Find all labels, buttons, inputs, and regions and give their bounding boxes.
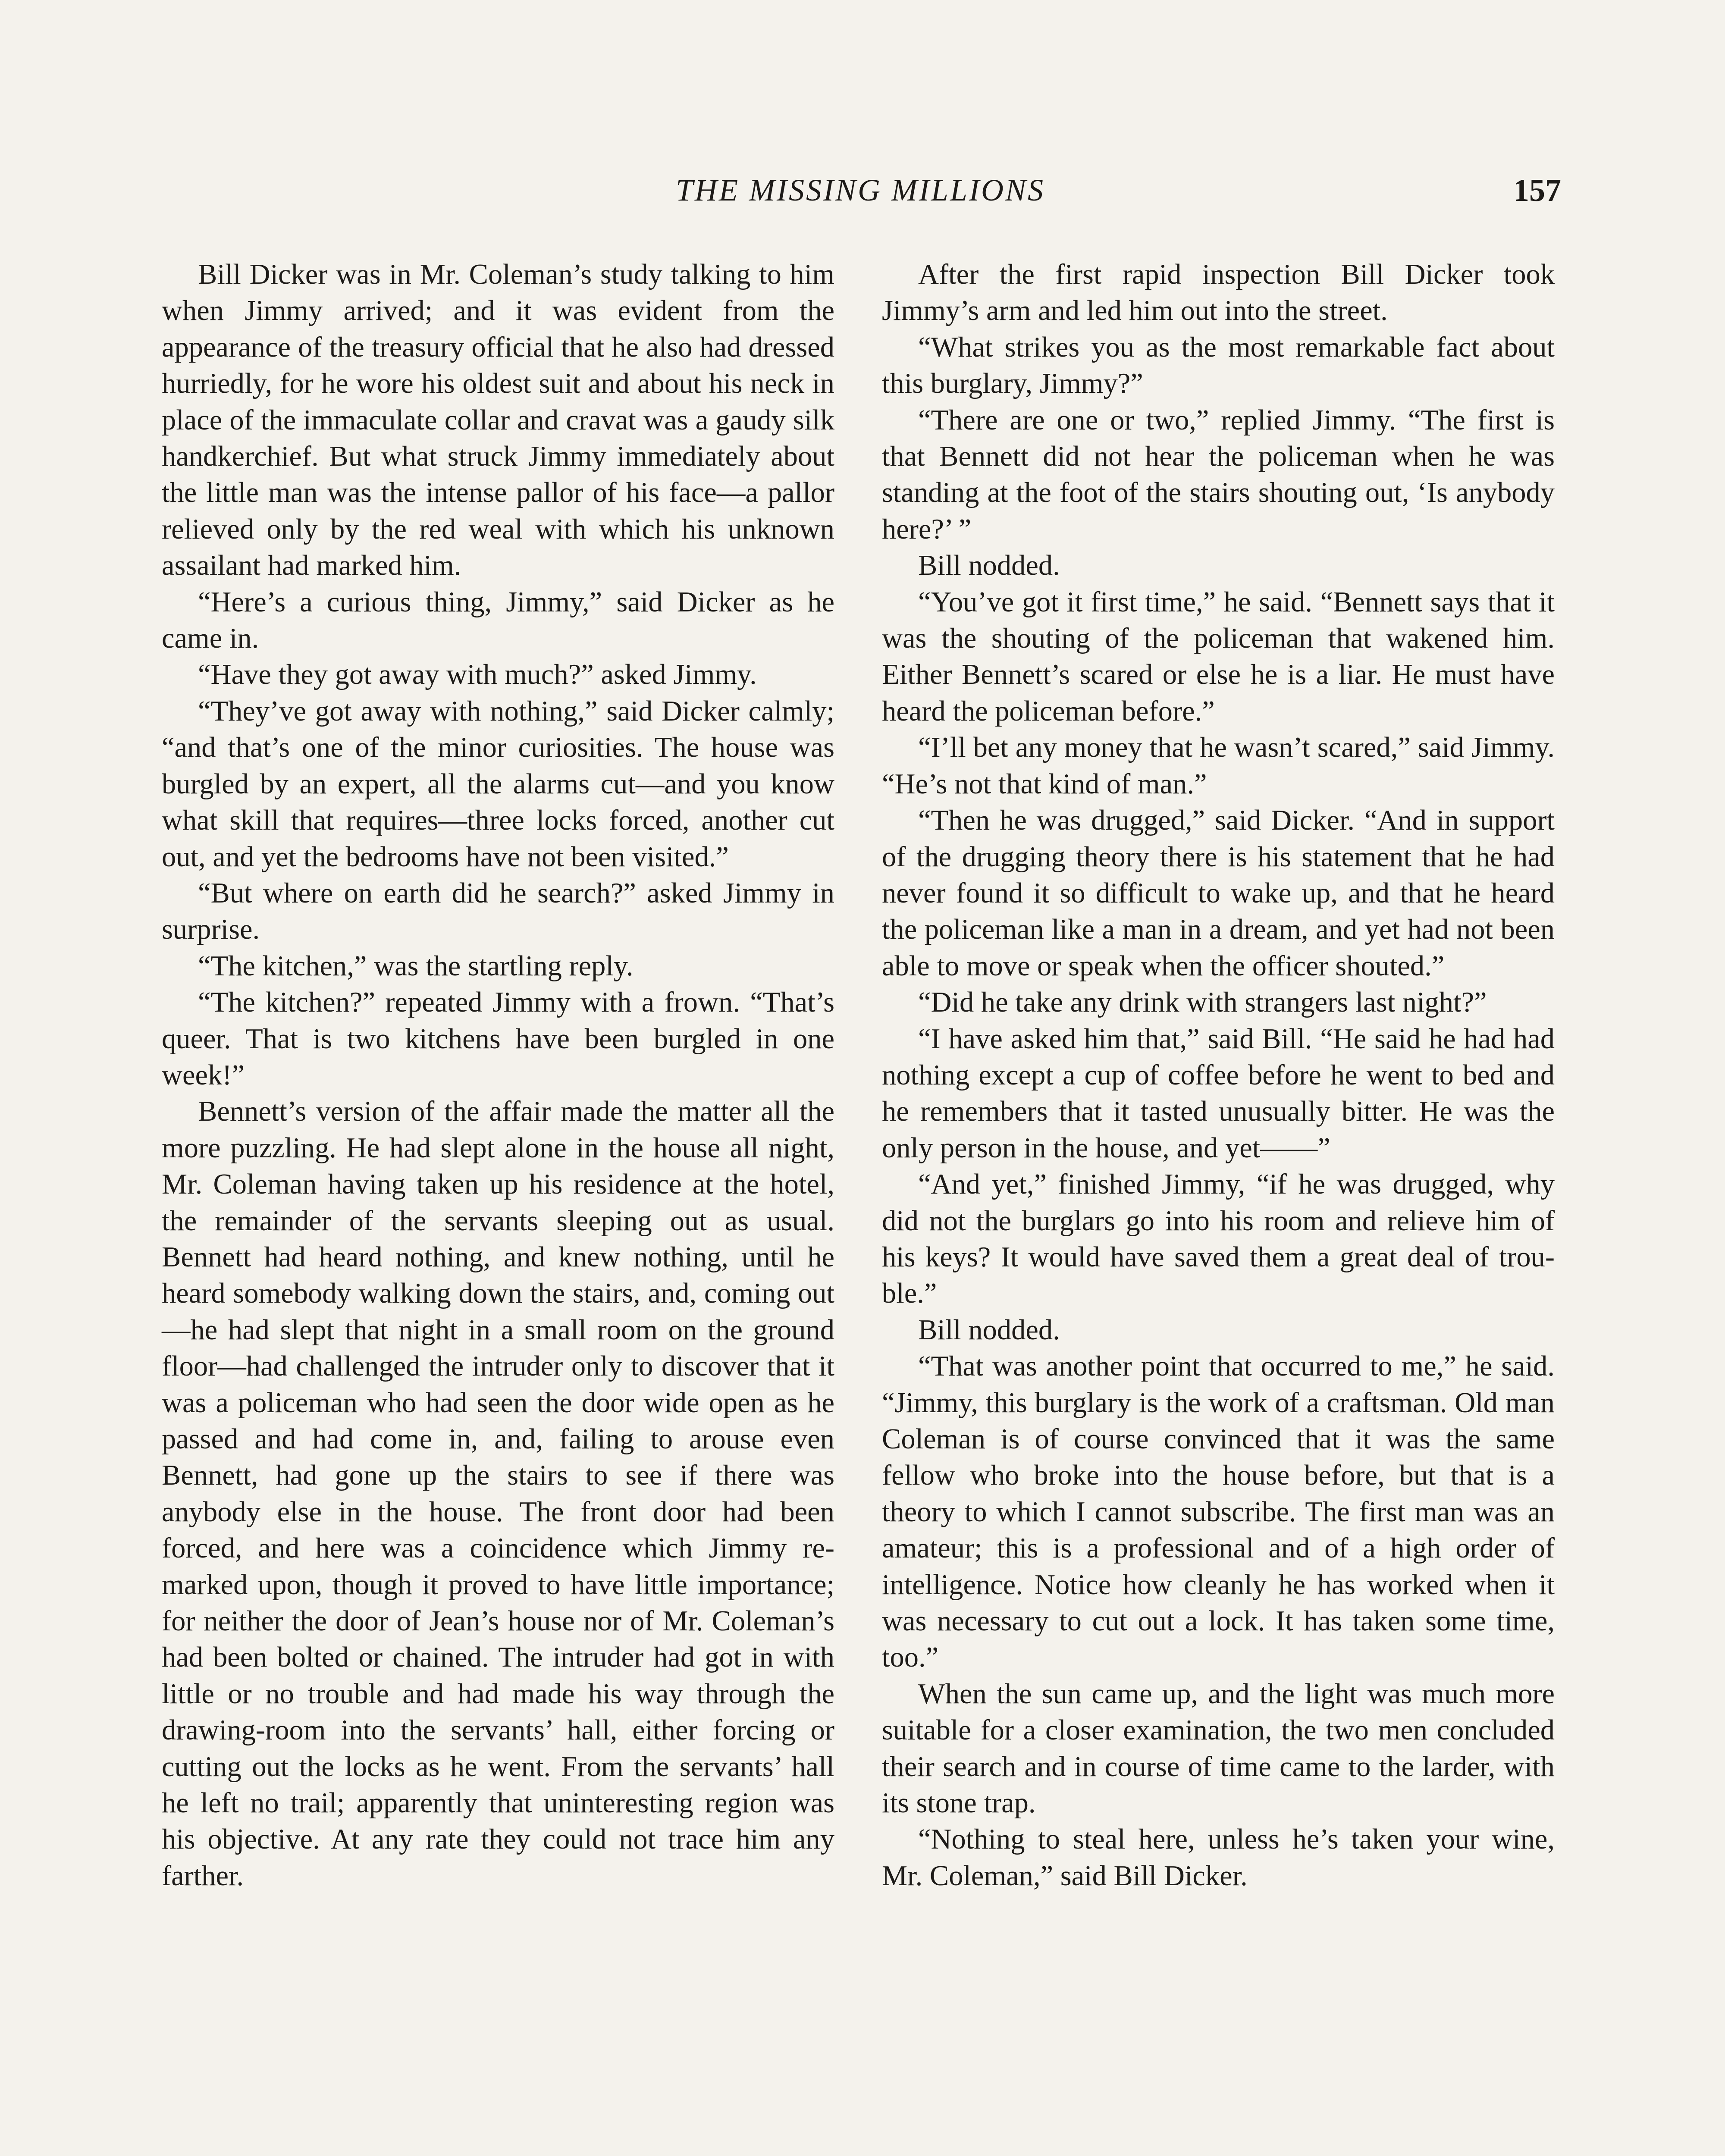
paragraph: “The kitchen,” was the startling reply.	[198, 950, 634, 982]
running-head: THE MISSING MILLIONS	[675, 173, 1045, 207]
paragraph: “Here’s a curious thing, Jimmy,” said Dicker as he came in.	[162, 586, 834, 655]
paragraph: After the first rapid inspection Bill Dicker took Jimmy’s arm and led him out into the street.	[882, 259, 1555, 327]
paragraph: “Then he was drugged,” said Dicker. “And in support of the drugging theory there is his statement that he had never found it so difficult to wake up, and that he heard the policeman like a man in a dream, and yet had not been able to move or speak when the officer shouted.”	[882, 805, 1555, 982]
paragraph: “Did he take any drink with strangers last night?”	[918, 987, 1487, 1018]
paragraph: “I have asked him that,” said Bill. “He said he had had nothing except a cup of coffee before he went to bed and he remembers that it tasted unusually bitter. He was the only person in the house, and yet——”	[882, 1023, 1555, 1164]
page-number: 157	[1513, 173, 1561, 208]
paragraph: Bill nodded.	[918, 550, 1060, 582]
paragraph: When the sun came up, and the light was much more suitable for a closer examination, the two men concluded their search and in course of time came to the larder, with its stone trap.	[882, 1678, 1555, 1819]
right-column	[882, 257, 1555, 1894]
left-column	[162, 257, 834, 1894]
paragraph: Bill nodded.	[918, 1314, 1060, 1346]
paragraph: “But where on earth did he search?” asked Jimmy in surprise.	[162, 877, 834, 946]
paragraph: “And yet,” finished Jimmy, “if he was drugged, why did not the burglars go into his room and relieve him of his keys? It would have saved them a great deal of trouble.”	[882, 1169, 1555, 1310]
paragraph: “You’ve got it first time,” he said. “Bennett says that it was the shouting of the policeman that wakened him. Either Bennett’s scared or else he is a liar. He must have heard the policeman before.”	[882, 586, 1555, 727]
paragraph: “I’ll bet any money that he wasn’t scared,” said Jimmy. “He’s not that kind of man.”	[882, 732, 1555, 800]
paragraph: “Have they got away with much?” asked Jimmy.	[198, 659, 757, 691]
page-header	[160, 172, 1561, 220]
paragraph: “There are one or two,” replied Jimmy. “The first is that Bennett did not hear the policeman when he was standing at the foot of the stairs shouting out, ‘Is anybody here?’ ”	[882, 404, 1555, 545]
paragraph: “They’ve got away with nothing,” said Dicker calmly; “and that’s one of the minor curiosities. The house was burgled by an expert, all the alarms cut—and you know what skill that requires—three locks forced, another cut out, and yet the bedrooms have not been visited.”	[162, 695, 834, 873]
paragraph: Bennett’s version of the affair made the matter all the more puzzling. He had slept alone in the house all night, Mr. Coleman having taken up his residence at the hotel, the remainder of the servants sleeping out as usual. Bennett had heard nothing, and knew nothing, until he heard somebody walking down the stairs, and, coming out—he had slept that night in a small room on the ground floor—had challenged the intruder only to discover that it was a policeman who had seen the door wide open as he passed and had come in, and, failing to arouse even Bennett, had gone up the stairs to see if there was anybody else in the house. The front door had been forced, and here was a coincidence which Jimmy remarked upon, though it proved to have little importance; for neither the door of Jean’s house nor of Mr. Coleman’s had been bolted or chained. The intruder had got in with little or no trouble and had made his way through the drawing-room into the servants’ hall, either forcing or cutting out the locks as he went. From the servants’ hall he left no trail; apparently that uninteresting region was his objective. At any rate they could not trace him any farther.	[162, 1096, 834, 1892]
paragraph: Bill Dicker was in Mr. Coleman’s study talking to him when Jimmy arrived; and it was evident from the appearance of the treasury official that he also had dressed hurriedly, for he wore his oldest suit and about his neck in place of the immaculate collar and cravat was a gaudy silk handkerchief. But what struck Jimmy immediately about the little man was the intense pallor of his face—a pallor relieved only by the red weal with which his unknown assailant had marked him.	[162, 259, 834, 582]
paragraph: “Nothing to steal here, unless he’s taken your wine, Mr. Coleman,” said Bill Dicker.	[882, 1824, 1555, 1892]
paragraph: “That was another point that occurred to me,” he said. “Jimmy, this burglary is the work of a craftsman. Old man Coleman is of course convinced that it was the same fellow who broke into the house before, but that is a theory to which I cannot subscribe. The first man was an amateur; this is a professional and of a high order of intelligence. Notice how cleanly he has worked when it was necessary to cut out a lock. It has taken some time, too.”	[882, 1351, 1555, 1673]
paragraph: “What strikes you as the most remarkable fact about this burglary, Jimmy?”	[882, 331, 1555, 400]
paragraph: “The kitchen?” repeated Jimmy with a frown. “That’s queer. That is two kitchens have been burgled in one week!”	[162, 987, 834, 1091]
